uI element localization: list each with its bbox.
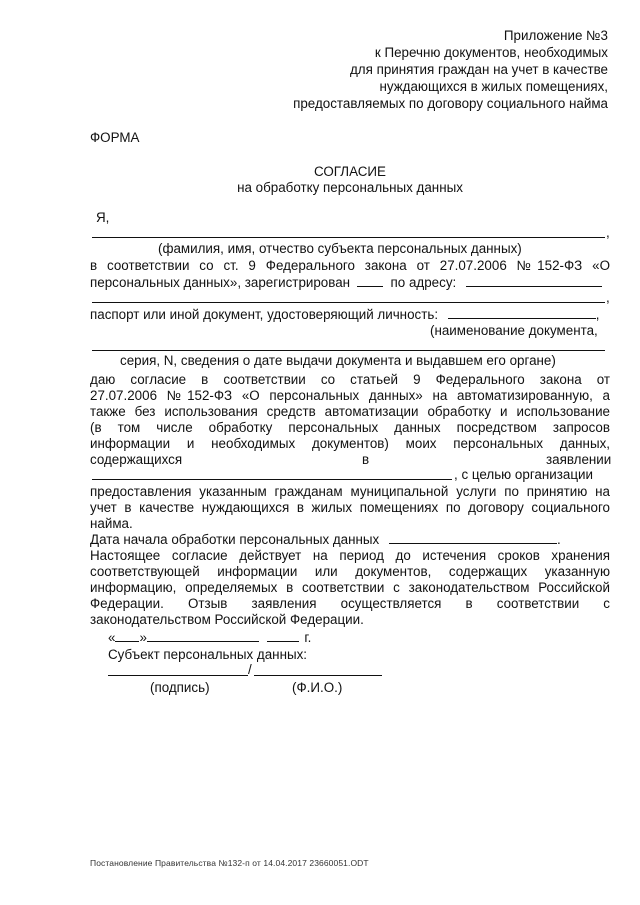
day-blank[interactable] <box>115 630 139 642</box>
footer-document-reference: Постановление Правительства №132-п от 14.04.2017 23660051.ODT <box>90 858 369 868</box>
validity-line-1: Настоящее согласие действует на период до истечения сроков хранения <box>90 548 610 563</box>
signature-caption: (подпись) <box>150 680 210 695</box>
passport-comma: , <box>595 307 600 322</box>
consent-line-8: предоставления указанным гражданам муниципальной услуги по принятию на <box>90 484 610 499</box>
passport-blank-inline[interactable] <box>448 307 596 319</box>
registered-suffix-blank[interactable] <box>357 275 383 287</box>
date-close-quote: » <box>139 630 147 645</box>
consent-line-3: также без использования средств автоматизации обработку и использование <box>90 404 610 419</box>
appendix-line-5: предоставляемых по договору социального найма <box>293 96 608 111</box>
consent-line-6a: содержащихся <box>90 452 183 467</box>
fio-short-caption: (Ф.И.О.) <box>292 680 343 695</box>
appendix-line-3: для принятия граждан на учет в качестве <box>349 62 608 77</box>
law-line-2 <box>90 275 602 290</box>
passport-line <box>90 307 600 322</box>
address-label: по адресу: <box>390 275 457 290</box>
consent-line-4: (в том числе обработку персональных данных посредством запросов <box>90 420 610 435</box>
law-line-1: в соответствии со ст. 9 Федерального закона от 27.07.2006 №152-ФЗ «О <box>90 258 610 273</box>
fio-caption: (фамилия, имя, отчество субъекта персональных данных) <box>158 241 522 256</box>
validity-line-5: законодательством Российской Федерации. <box>90 612 364 627</box>
start-date-line <box>90 532 561 547</box>
consent-line-1: даю согласие в соответствии со статьей 9 Федерального закона от <box>90 372 610 387</box>
signature-blank[interactable] <box>108 675 248 676</box>
series-caption: серия, N, сведения о дате выдачи документа и выдавшем его органе) <box>120 353 556 368</box>
consent-line-7: , с целью организации <box>454 467 593 482</box>
month-blank[interactable] <box>147 630 259 642</box>
consent-line-2: 27.07.2006 №152-ФЗ «О персональных данных» на автоматизированную, а <box>90 388 610 403</box>
appendix-line-2: к Перечню документов, необходимых <box>374 45 608 60</box>
pronoun-ya: Я, <box>96 210 110 225</box>
appendix-line-1: Приложение №3 <box>503 28 608 43</box>
application-blank-line[interactable] <box>92 479 452 480</box>
start-date-blank[interactable] <box>389 532 557 544</box>
appendix-line-4: нуждающихся в жилых помещениях, <box>379 79 608 94</box>
address-blank-inline[interactable] <box>466 275 602 287</box>
year-suffix: г. <box>304 630 312 645</box>
passport-label: паспорт или иной документ, удостоверяющий личность: <box>90 307 439 322</box>
subject-label: Субъект персональных данных: <box>108 647 308 662</box>
year-blank[interactable] <box>267 630 299 642</box>
date-open-quote: « <box>108 630 116 645</box>
start-date-period: . <box>556 532 561 547</box>
start-date-label: Дата начала обработки персональных данных <box>90 532 380 547</box>
document-title: СОГЛАСИЕ <box>314 164 386 179</box>
fio-comma: , <box>606 225 610 240</box>
document-blank-line[interactable] <box>92 350 605 351</box>
fio-blank-line[interactable] <box>92 237 605 238</box>
address-blank-line[interactable] <box>92 302 605 303</box>
consent-line-10: найма. <box>90 516 133 531</box>
consent-line-9: учет в качестве нуждающихся в жилых помещениях по договору социального <box>90 500 610 515</box>
address-comma: , <box>606 290 610 305</box>
date-line <box>108 630 311 645</box>
consent-line-5: информации и необходимых документов) моих персональных данных, <box>90 436 610 451</box>
validity-line-4: Федерации. Отзыв заявления осуществляется в соответствии с <box>90 596 610 611</box>
signature-slash: / <box>248 662 252 677</box>
document-subtitle: на обработку персональных данных <box>237 180 463 195</box>
consent-line-6c: заявлении <box>546 452 612 467</box>
validity-line-2: соответствующей информации или документов, содержащих указанную <box>90 564 610 579</box>
consent-line-6b: в <box>362 452 370 467</box>
fio-short-blank[interactable] <box>254 675 382 676</box>
form-label: ФОРМА <box>90 130 140 145</box>
law-line-2-text: персональных данных», зарегистрирован <box>90 275 351 290</box>
document-caption: (наименование документа, <box>430 323 598 338</box>
validity-line-3: информацию, определяемых в соответствии с законодательством Российской <box>90 580 610 595</box>
